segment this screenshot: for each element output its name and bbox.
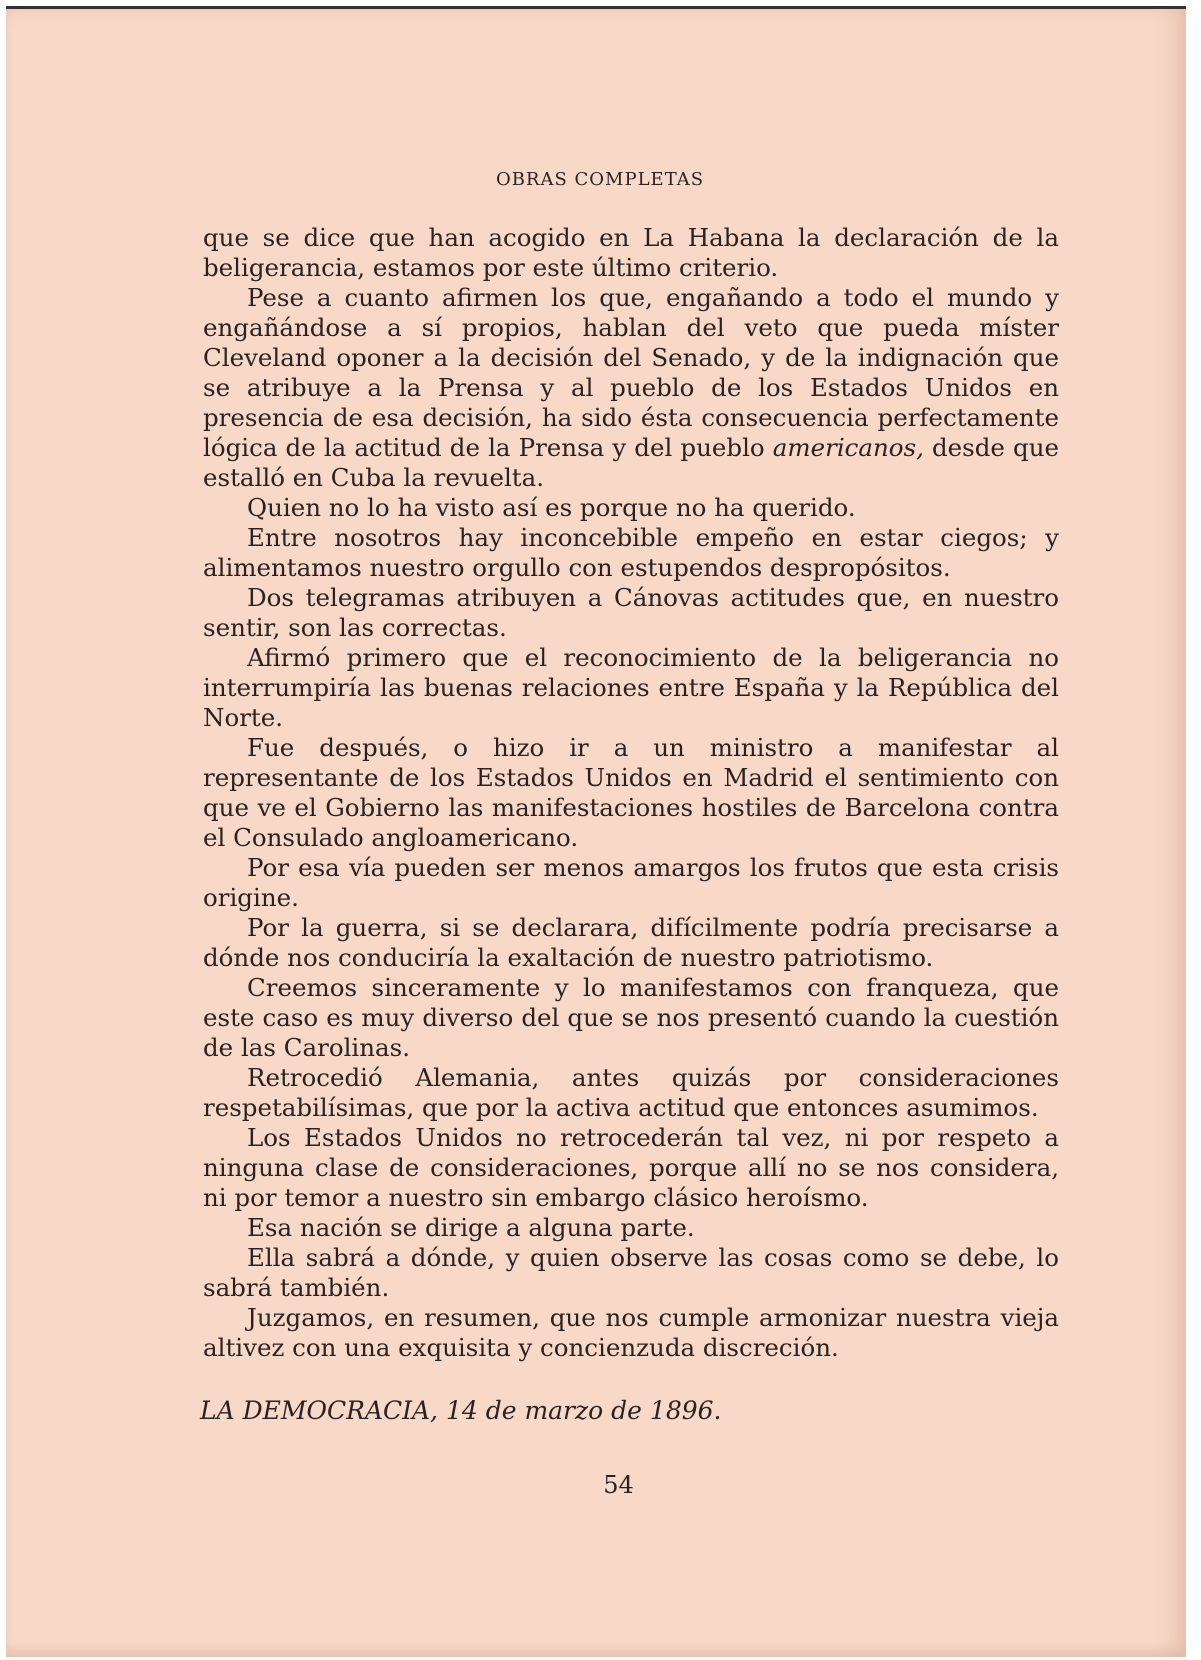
italic-word: americanos, xyxy=(772,433,924,462)
paragraph xyxy=(203,283,1059,493)
paragraph: Fue después, o hizo ir a un ministro a manifestar al representante de los Estados Unidos en Madrid el sentimiento con que ve el Gobierno las manifestaciones hostiles de Barcelona contra el Consulado angloamericano. xyxy=(203,733,1059,852)
paragraph: Entre nosotros hay inconcebible empeño en estar ciegos; y alimentamos nuestro orgullo con estupendos despropósitos. xyxy=(203,523,1059,582)
paragraph: Retrocedió Alemania, antes quizás por consideraciones respetabilísimas, que por la activa actitud que entonces asumimos. xyxy=(203,1063,1059,1122)
page-number: 54 xyxy=(603,1471,634,1499)
paragraph-text: Pese a cuanto afirmen los que, engañando a todo el mundo y engañándose a sí propios, hablan del veto que pueda míster Cleveland oponer a la decisión del Senado, y de la indignación que se atribuye a la Prensa y al pueblo de los Estados Unidos en presencia de esa decisión, ha sido ésta consecuencia perfectamente lógica de la actitud de la Prensa y del pueblo xyxy=(203,283,1059,462)
running-title: OBRAS COMPLETAS xyxy=(495,169,705,190)
paragraph: Dos telegramas atribuyen a Cánovas actitudes que, en nuestro sentir, son las correctas. xyxy=(203,583,1059,642)
article-body xyxy=(203,223,1059,1363)
source-citation: LA DEMOCRACIA, 14 de marzo de 1896. xyxy=(200,1396,722,1425)
paragraph: Por esa vía pueden ser menos amargos los frutos que esta crisis origine. xyxy=(203,853,1059,912)
paragraph: Por la guerra, si se declarara, difícilmente podría precisarse a dónde nos conduciría la exaltación de nuestro patriotismo. xyxy=(203,913,1059,972)
paragraph: Esa nación se dirige a alguna parte. xyxy=(247,1213,695,1242)
paragraph-text: desde que estalló en Cuba la revuelta. xyxy=(203,433,1059,492)
paragraph: Afirmó primero que el reconocimiento de la beligerancia no interrumpiría las buenas relaciones entre España y la República del Norte. xyxy=(203,643,1059,732)
paragraph: Juzgamos, en resumen, que nos cumple armonizar nuestra vieja altivez con una exquisita y concienzuda discreción. xyxy=(203,1303,1059,1362)
page-sheet xyxy=(6,6,1186,1657)
paragraph: Ella sabrá a dónde, y quien observe las cosas como se debe, lo sabrá también. xyxy=(203,1243,1059,1302)
paragraph: Los Estados Unidos no retrocederán tal vez, ni por respeto a ninguna clase de consideraciones, porque allí no se nos considera, ni por temor a nuestro sin embargo clásico heroísmo. xyxy=(203,1123,1059,1212)
paragraph: Quien no lo ha visto así es porque no ha querido. xyxy=(247,493,856,522)
paragraph: que se dice que han acogido en La Habana la declaración de la beligerancia, estamos por este último criterio. xyxy=(203,223,1059,282)
paragraph: Creemos sinceramente y lo manifestamos con franqueza, que este caso es muy diverso del que se nos presentó cuando la cuestión de las Carolinas. xyxy=(203,973,1059,1062)
